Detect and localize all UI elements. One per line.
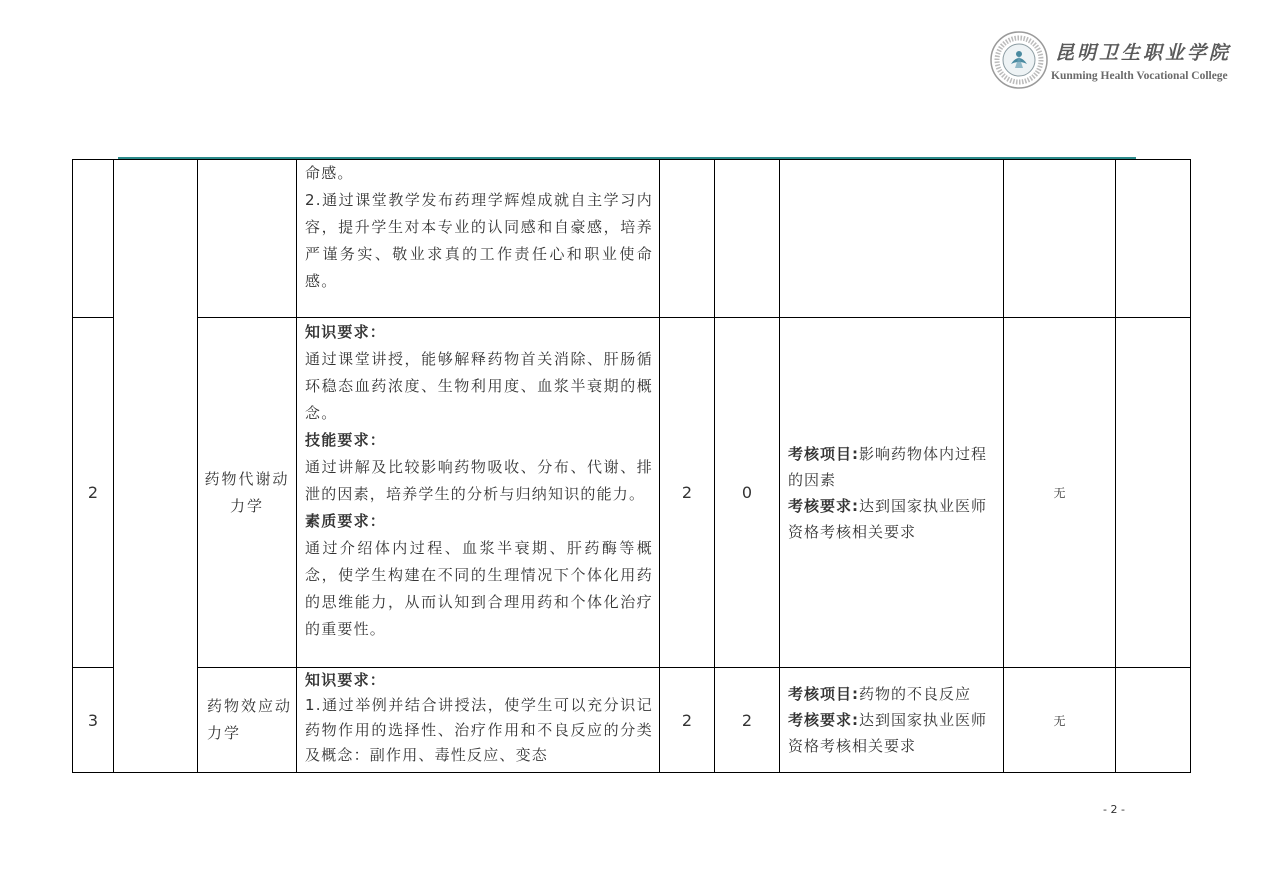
assessment-value: 达到国家执业医师资格考核相关要求 — [788, 496, 988, 541]
assessment-item — [788, 681, 997, 707]
assessment-cell — [780, 160, 1004, 318]
assessment-cell — [780, 668, 1004, 773]
content-text: 通过介绍体内过程、血浆半衰期、肝药酶等概念，使学生构建在不同的生理情况下个体化用药的思维能力，从而认知到合理用药和个体化治疗的重要性。 — [305, 539, 653, 638]
table-row — [73, 160, 1191, 318]
college-name-en: Kunming Health Vocational College — [1051, 70, 1228, 82]
content-text: 命感。 — [305, 164, 354, 182]
practice-hours: 0 — [715, 318, 780, 668]
assessment-label: 考核项目: — [788, 444, 859, 463]
content-text: 1.通过举例并结合讲授法，使学生可以充分识记药物作用的选择性、治疗作用和不良反应的分类及概念：副作用、毒性反应、变态 — [305, 696, 653, 764]
assessment-value: 影响药物体内过程的因素 — [788, 444, 988, 489]
assessment-item — [788, 493, 997, 545]
remarks-cell — [1116, 160, 1191, 318]
content-cell — [297, 668, 660, 773]
assessment-value: 药物的不良反应 — [859, 685, 972, 703]
theory-hours: 2 — [660, 318, 715, 668]
topic-cell: 药物代谢动力学 — [198, 318, 297, 668]
row-number — [73, 160, 114, 318]
page-number: - 2 - — [1103, 803, 1125, 816]
content-cell — [297, 318, 660, 668]
content-heading: 素质要求： — [305, 512, 387, 530]
topic-cell: 药物效应动力学 — [198, 668, 297, 773]
assessment-label: 考核要求: — [788, 496, 859, 515]
table-row — [73, 668, 1191, 773]
assessment-label: 考核要求: — [788, 711, 859, 729]
theory-hours: 2 — [660, 668, 715, 773]
assessment-item — [788, 707, 997, 759]
course-content-table — [72, 159, 1191, 773]
content-text: 通过课堂讲授，能够解释药物首关消除、肝肠循环稳态血药浓度、生物利用度、血浆半衰期的概念。 — [305, 350, 653, 422]
content-heading: 技能要求： — [305, 431, 387, 449]
college-name-cn: 昆明卫生职业学院 — [1055, 42, 1232, 64]
assessment-cell — [780, 318, 1004, 668]
row-number: 3 — [73, 668, 114, 773]
college-emblem-icon — [989, 30, 1049, 90]
content-cell — [297, 160, 660, 318]
topic-cell — [198, 160, 297, 318]
extra-cell — [1004, 160, 1116, 318]
practice-hours: 2 — [715, 668, 780, 773]
remarks-cell — [1116, 318, 1191, 668]
extra-cell: 无 — [1004, 668, 1116, 773]
content-heading: 知识要求： — [305, 671, 387, 689]
college-logo — [989, 30, 1239, 94]
table-row — [73, 318, 1191, 668]
extra-cell: 无 — [1004, 318, 1116, 668]
assessment-item — [788, 441, 997, 493]
remarks-cell — [1116, 668, 1191, 773]
unit-cell — [114, 160, 198, 773]
content-heading: 知识要求： — [305, 323, 387, 341]
assessment-label: 考核项目: — [788, 685, 859, 703]
row-number: 2 — [73, 318, 114, 668]
assessment-value: 达到国家执业医师资格考核相关要求 — [788, 711, 988, 755]
practice-hours — [715, 160, 780, 318]
content-text: 2.通过课堂教学发布药理学辉煌成就自主学习内容，提升学生对本专业的认同感和自豪感，培养严谨务实、敬业求真的工作责任心和职业使命感。 — [305, 191, 653, 290]
content-text: 通过讲解及比较影响药物吸收、分布、代谢、排泄的因素，培养学生的分析与归纳知识的能力。 — [305, 458, 653, 503]
theory-hours — [660, 160, 715, 318]
